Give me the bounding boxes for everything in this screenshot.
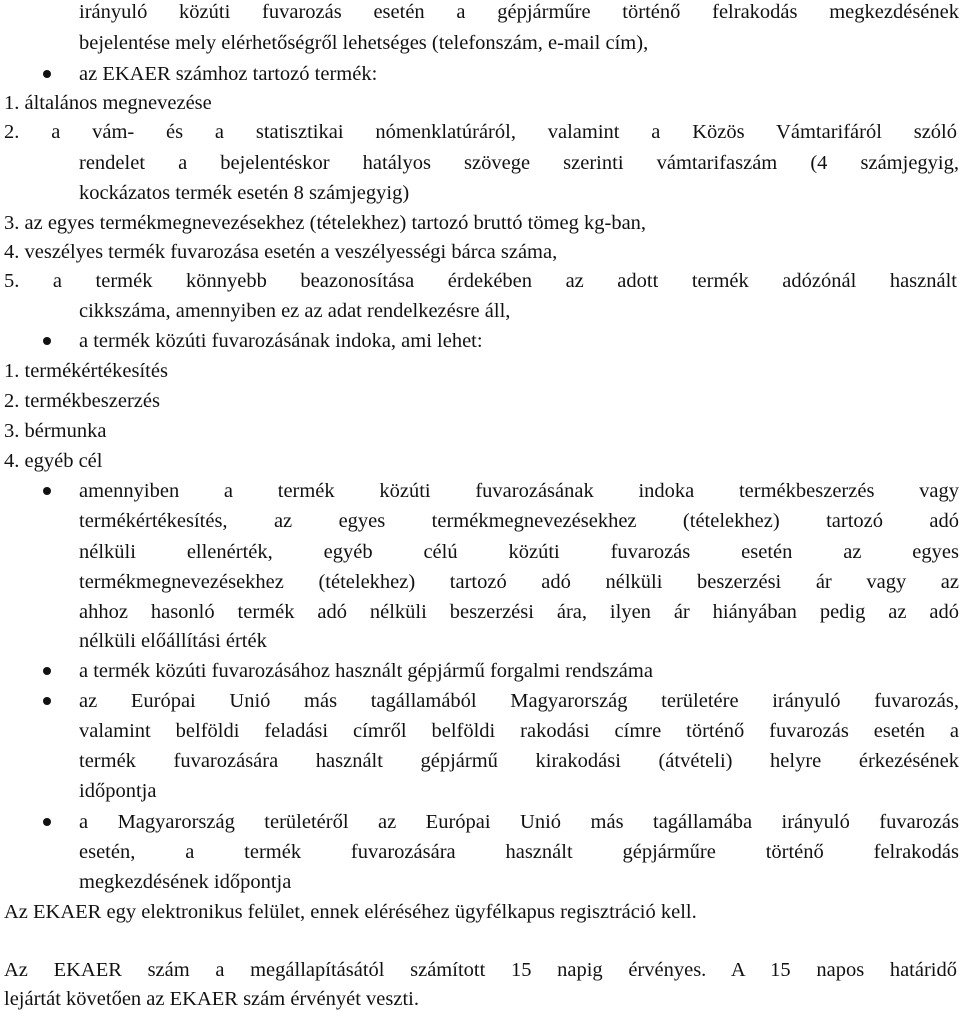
- departure-bullet-line-3: megkezdésének időpontja: [79, 871, 292, 893]
- product-item-4: 4. veszélyes termék fuvarozása esetén a veszélyességi bárca száma,: [4, 241, 558, 263]
- price-bullet-line-6: nélküli előállítási érték: [79, 630, 267, 652]
- product-item-1: 1. általános megnevezése: [4, 92, 212, 114]
- product-item-2-line-2: rendelet a bejelentéskor hatályos szövege szerinti vámtarifaszám (4 számjegyig,: [79, 152, 959, 174]
- price-bullet-line-3: nélküli ellenérték, egyéb célú közúti fuvarozás esetén az egyes: [79, 541, 959, 563]
- paragraph-validity-line-2: lejártát követően az EKAER szám érvényét veszti.: [4, 988, 419, 1010]
- product-item-3: 3. az egyes termékmegnevezésekhez (tételekhez) tartozó bruttó tömeg kg-ban,: [4, 212, 647, 234]
- intro-line-2: bejelentése mely elérhetőségről lehetséges (telefonszám, e-mail cím),: [79, 32, 649, 54]
- reason-item-2: 2. termékbeszerzés: [4, 390, 160, 412]
- price-bullet-line-1: amennyiben a termék közúti fuvarozásának indoka termékbeszerzés vagy: [79, 480, 959, 502]
- bullet-dot: [43, 487, 51, 495]
- bullet-dot: [43, 337, 51, 345]
- price-bullet-line-4: termékmegnevezésekhez (tételekhez) tartozó adó nélküli beszerzési ár vagy az: [79, 571, 959, 593]
- departure-bullet-line-1: a Magyarország területéről az Európai Unió más tagállamába irányuló fuvarozás: [79, 811, 959, 833]
- arrival-bullet-line-4: időpontja: [79, 780, 157, 802]
- reason-item-4: 4. egyéb cél: [4, 450, 103, 472]
- paragraph-registration: Az EKAER egy elektronikus felület, ennek eléréséhez ügyfélkapus regisztráció kell.: [4, 901, 697, 923]
- product-bullet-text: az EKAER számhoz tartozó termék:: [79, 63, 378, 85]
- arrival-bullet-line-1: az Európai Unió más tagállamából Magyarország területére irányuló fuvarozás,: [79, 690, 959, 712]
- price-bullet-line-2: termékértékesítés, az egyes termékmegnevezésekhez (tételekhez) tartozó adó: [79, 510, 959, 532]
- reason-bullet-text: a termék közúti fuvarozásának indoka, ami lehet:: [79, 330, 483, 352]
- intro-line-1: irányuló közúti fuvarozás esetén a gépjárműre történő felrakodás megkezdésének: [79, 1, 959, 23]
- product-item-2-line-1: 2. a vám- és a statisztikai nómenklatúráról, valamint a Közös Vámtarifáról szóló: [4, 121, 957, 143]
- product-item-5-line-1: 5. a termék könnyebb beazonosítása érdekében az adott termék adózónál használt: [4, 270, 957, 292]
- product-item-2-line-3: kockázatos termék esetén 8 számjegyig): [79, 182, 410, 204]
- bullet-dot: [43, 697, 51, 705]
- arrival-bullet-line-3: termék fuvarozására használt gépjármű kirakodási (átvételi) helyre érkezésének: [79, 750, 959, 772]
- bullet-dot: [43, 667, 51, 675]
- reason-item-1: 1. termékértékesítés: [4, 360, 168, 382]
- bullet-dot: [43, 818, 51, 826]
- departure-bullet-line-2: esetén, a termék fuvarozására használt gépjárműre történő felrakodás: [79, 841, 959, 863]
- reason-item-3: 3. bérmunka: [4, 420, 107, 442]
- plate-bullet-text: a termék közúti fuvarozásához használt gépjármű forgalmi rendszáma: [79, 660, 653, 682]
- product-item-5-line-2: cikkszáma, amennyiben ez az adat rendelkezésre áll,: [79, 300, 511, 322]
- bullet-dot: [43, 70, 51, 78]
- price-bullet-line-5: ahhoz hasonló termék adó nélküli beszerzési ára, ilyen ár hiányában pedig az adó: [79, 601, 959, 623]
- arrival-bullet-line-2: valamint belföldi feladási címről belföldi rakodási címre történő fuvarozás esetén a: [79, 720, 959, 742]
- paragraph-validity-line-1: Az EKAER szám a megállapításától számított 15 napig érvényes. A 15 napos határidő: [4, 959, 957, 981]
